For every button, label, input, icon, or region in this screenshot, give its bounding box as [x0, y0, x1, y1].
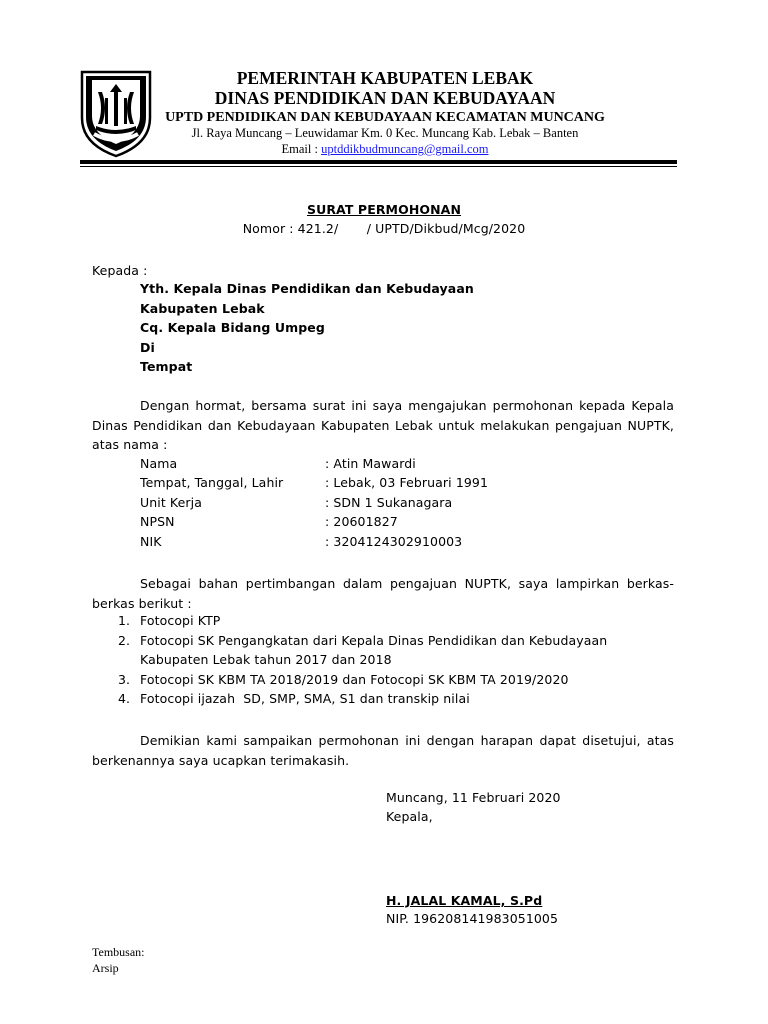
field-value: : 20601827 [325, 514, 398, 529]
attachment-item-continued: Kabupaten Lebak tahun 2017 dan 2018 [140, 652, 392, 667]
letterhead-divider-thin [80, 166, 677, 167]
recipient-line: Di [140, 340, 155, 355]
signer-name: H. JALAL KAMAL, S.Pd [386, 893, 543, 908]
attachment-number: 3. [118, 672, 131, 687]
cc-item: Arsip [92, 961, 119, 975]
letterhead-government: PEMERINTAH KABUPATEN LEBAK [236, 68, 534, 88]
letterhead-agency: DINAS PENDIDIKAN DAN KEBUDAYAAN [214, 88, 556, 108]
attachment-item: Fotocopi SK KBM TA 2018/2019 dan Fotocopi SK KBM TA 2019/2020 [140, 672, 569, 687]
field-label: NIK [140, 534, 162, 549]
cc-label: Tembusan: [92, 945, 145, 959]
attachment-item: Fotocopi KTP [140, 613, 221, 628]
email-label: Email : [281, 142, 322, 156]
signer-position: Kepala, [386, 809, 433, 824]
attachments-intro: Sebagai bahan pertimbangan dalam pengajuan NUPTK, saya lampirkan berkas-berkas berikut : [92, 576, 674, 611]
recipient-line: Kabupaten Lebak [140, 301, 265, 316]
field-label: Unit Kerja [140, 495, 202, 510]
closing-paragraph: Demikian kami sampaikan permohonan ini dengan harapan dapat disetujui, atas berkenannya saya ucapkan terimakasih. [92, 733, 674, 768]
opening-paragraph: Dengan hormat, bersama surat ini saya mengajukan permohonan kepada Kepala Dinas Pendidikan dan Kebudayaan Kabupaten Lebak untuk melakukan pengajuan NUPTK, atas nama : [92, 398, 674, 452]
field-value: : Lebak, 03 Februari 1991 [325, 475, 489, 490]
attachment-item: Fotocopi ijazah SD, SMP, SMA, S1 dan transkip nilai [140, 691, 470, 706]
attachment-item: Fotocopi SK Pengangkatan dari Kepala Dinas Pendidikan dan Kebudayaan [140, 633, 608, 648]
letterhead-unit: UPTD PENDIDIKAN DAN KEBUDAYAAN KECAMATAN MUNCANG [165, 110, 605, 125]
field-label: Nama [140, 456, 178, 471]
field-label: Tempat, Tanggal, Lahir [140, 475, 284, 490]
to-label: Kepada : [92, 263, 148, 278]
recipient-line: Tempat [140, 359, 193, 374]
field-value: : 3204124302910003 [325, 534, 463, 549]
email-link[interactable]: uptddikbudmuncang@gmail.com [321, 142, 489, 156]
letter-number: Nomor : 421.2/ / UPTD/Dikbud/Mcg/2020 [242, 221, 526, 236]
lebak-regency-emblem-icon [78, 68, 154, 158]
field-value: : SDN 1 Sukanagara [325, 495, 453, 510]
letterhead-divider-thick [80, 160, 677, 164]
field-label: NPSN [140, 514, 175, 529]
attachment-number: 1. [118, 613, 131, 628]
letter-title: SURAT PERMOHONAN [306, 202, 462, 217]
signer-nip: NIP. 196208141983051005 [386, 911, 559, 926]
recipient-line: Cq. Kepala Bidang Umpeg [140, 320, 325, 335]
attachment-number: 4. [118, 691, 131, 706]
letterhead-address: Jl. Raya Muncang – Leuwidamar Km. 0 Kec. Muncang Kab. Lebak – Banten [191, 126, 579, 140]
letterhead-contact [150, 141, 620, 157]
attachment-number: 2. [118, 633, 131, 648]
letterhead [150, 68, 620, 157]
place-date: Muncang, 11 Februari 2020 [386, 790, 561, 805]
field-value: : Atin Mawardi [325, 456, 416, 471]
recipient-line: Yth. Kepala Dinas Pendidikan dan Kebudayaan [140, 281, 474, 296]
